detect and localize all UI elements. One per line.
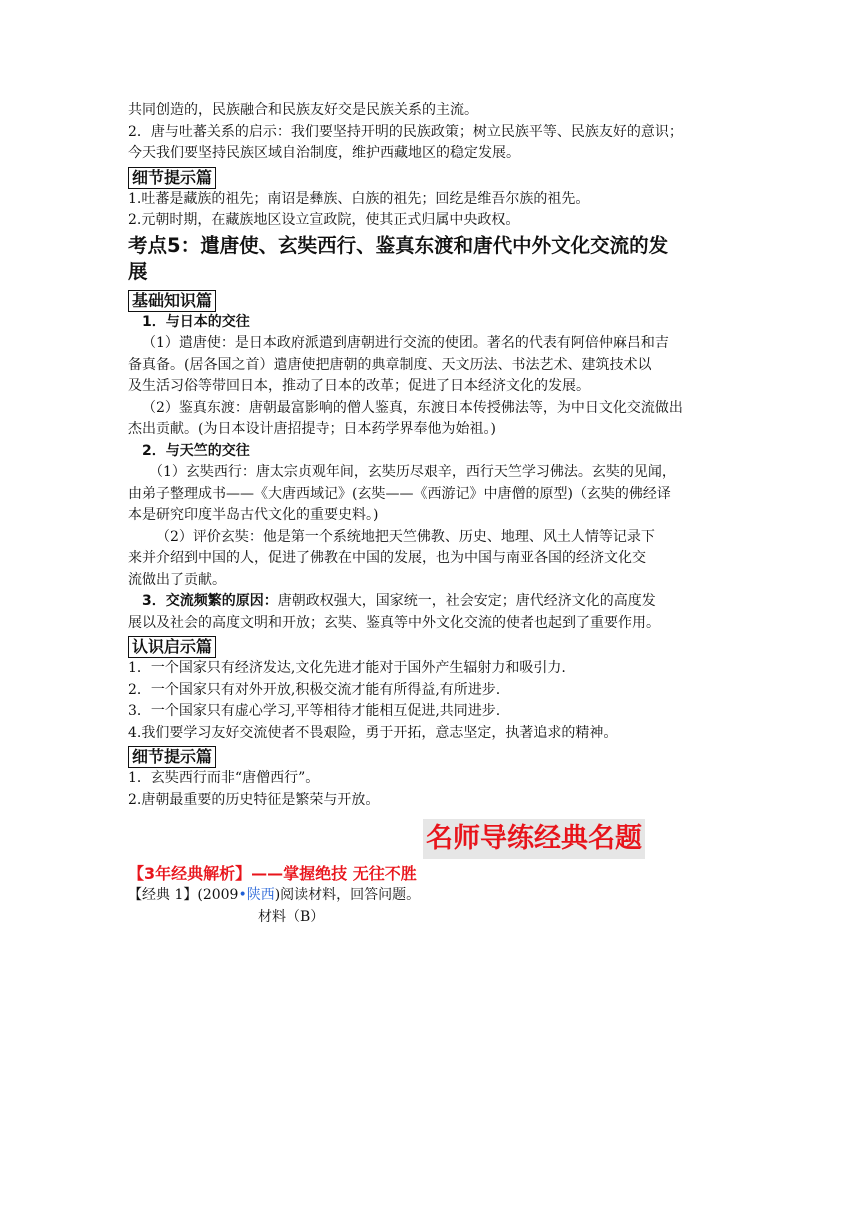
intro-line-2: 2．唐与吐蕃关系的启示：我们要坚持开明的民族政策；树立民族平等、民族友好的意识； — [128, 123, 683, 140]
section-heading-line-2: 展 — [128, 259, 148, 283]
reason-line-2: 展以及社会的高度文明和开放；玄奘、鉴真等中外文化交流的使者也起到了重要作用。 — [128, 614, 660, 631]
example-place: 陕西 — [246, 887, 275, 903]
india-para-2-line-2: 来并介绍到中国的人，促进了佛教在中国的发展，也为中国与南亚各国的经济文化交 — [128, 550, 646, 566]
section-banner: 名师导练经典名题 — [423, 819, 645, 859]
insight-item-3: 3．一个国家只有虚心学习,平等相待才能相互促进,共同进步. — [128, 703, 501, 719]
india-para-2-line-3: 流做出了贡献。 — [128, 571, 226, 588]
japan-para-1-line-2: 备真备。(居各国之首）遣唐使把唐朝的典章制度、天文历法、书法艺术、建筑技术以 — [128, 356, 652, 373]
reason-line-1 — [128, 591, 732, 613]
india-para-1-line-1: （1）玄奘西行：唐太宗贞观年间，玄奘历尽艰辛，西行天竺学习佛法。玄奘的见闻， — [149, 464, 676, 480]
insight-item-2: 2．一个国家只有对外开放,积极交流才能有所得益,有所进步. — [128, 681, 501, 698]
example-dot: • — [238, 887, 247, 903]
document-page — [128, 100, 732, 928]
japan-para-1-line-1: （1）遣唐使：是日本政府派遣到唐朝进行交流的使团。著名的代表有阿倍仲麻吕和吉 — [142, 335, 669, 351]
insight-item-1: 1．一个国家只有经济发达,文化先进才能对于国外产生辐射力和吸引力. — [128, 660, 566, 676]
basic-knowledge-title: 基础知识篇 — [128, 290, 216, 312]
india-para-1-line-2: 由弟子整理成书——《大唐西域记》(玄奘——《西游记》中唐僧的原型)（玄奘的佛经译 — [128, 485, 671, 502]
reason-label: 3．交流频繁的原因： — [142, 593, 278, 609]
japan-para-2-line-1: （2）鉴真东渡：唐朝最富影响的僧人鉴真，东渡日本传授佛法等，为中日文化交流做出 — [142, 399, 683, 416]
india-para-1-line-3: 本是研究印度半岛古代文化的重要史料。) — [128, 507, 379, 523]
japan-subhead: 1．与日本的交往 — [142, 313, 250, 330]
intro-line-3: 今天我们要坚持民族区域自治制度，维护西藏地区的稳定发展。 — [128, 145, 520, 161]
detail-tip-1: 1.吐蕃是藏族的祖先；南诏是彝族、白族的祖先；回纥是维吾尔族的祖先。 — [128, 190, 590, 207]
classic-analysis-heading: 【3年经典解析】——掌握绝技 无往不胜 — [128, 864, 417, 883]
reason-text: 唐朝政权强大，国家统一，社会安定；唐代经济文化的高度发 — [277, 593, 656, 609]
japan-para-1-line-3: 及生活习俗等带回日本，推动了日本的改革；促进了日本经济文化的发展。 — [128, 378, 590, 394]
japan-para-2-line-2: 杰出贡献。(为日本设计唐招提寺；日本药学界奉他为始祖。) — [128, 421, 496, 437]
section-heading — [128, 233, 732, 285]
material-label: 材料（B） — [258, 908, 325, 925]
detail-tips-title-2: 细节提示篇 — [128, 746, 216, 768]
example-suffix: )阅读材料，回答问题。 — [274, 887, 421, 903]
intro-line-1: 共同创造的，民族融合和民族友好交是民族关系的主流。 — [128, 102, 478, 118]
detail2-tip-1: 1．玄奘西行而非“唐僧西行”。 — [128, 770, 320, 786]
insight-item-4: 4.我们要学习友好交流使者不畏艰险，勇于开拓，意志坚定，执著追求的精神。 — [128, 724, 618, 741]
insight-title: 认识启示篇 — [128, 636, 216, 658]
detail-tips-title: 细节提示篇 — [128, 167, 216, 189]
example-prefix: 【经典 1】(2009 — [128, 887, 239, 903]
section-heading-line-1: 考点5：遣唐使、玄奘西行、鉴真东渡和唐代中外文化交流的发 — [128, 233, 669, 257]
classic-example-line — [128, 885, 732, 907]
india-subhead: 2．与天竺的交往 — [142, 442, 250, 459]
india-para-2-line-1: （2）评价玄奘：他是第一个系统地把天竺佛教、历史、地理、风土人情等记录下 — [156, 528, 655, 545]
detail2-tip-2: 2.唐朝最重要的历史特征是繁荣与开放。 — [128, 791, 380, 808]
detail-tip-2: 2.元朝时期，在藏族地区设立宣政院，使其正式归属中央政权。 — [128, 212, 520, 228]
